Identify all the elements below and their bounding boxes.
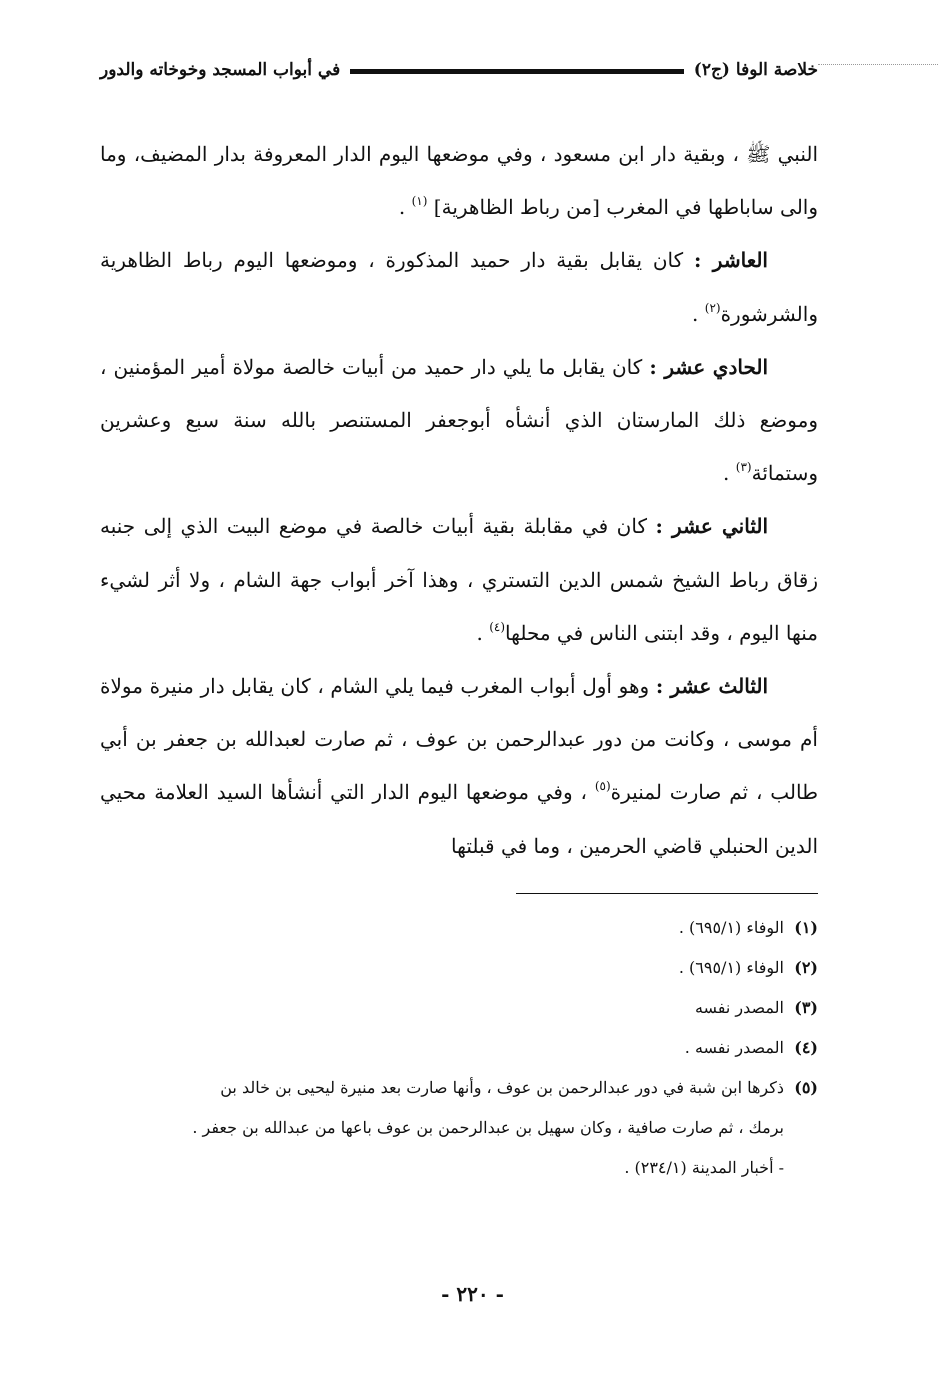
header-dotted-line (818, 64, 938, 65)
paragraph-line: والشرشورة (720, 301, 818, 326)
paragraph-5 (100, 660, 818, 873)
paragraph-line: كان يقابل بقية دار حميد المذكورة ، وموضعها اليوم رباط الظاهرية (100, 248, 694, 273)
footnote-item (100, 908, 818, 948)
header-chapter-title: في أبواب المسجد وخوخاته والدور (100, 60, 341, 80)
footnote-ref-2: (٢) (704, 300, 721, 315)
paragraph-line: وعشرين وستمائة (100, 408, 818, 486)
paragraph-line: لعبدالله بن جعفر بن أبي طالب ، ثم صارت لمنيرة (100, 727, 819, 805)
paragraph-heading-twelfth: الثاني عشر : (655, 514, 769, 539)
footnote-number: (٢) (794, 958, 818, 977)
paragraph-line: وما والى ساباطها في المغرب [من رباط الظاهرية] (100, 142, 818, 220)
paragraph-line: النبي ﷺ ، وبقية دار ابن مسعود ، وفي موضعها اليوم الدار المعروفة بدار المضيف، (133, 142, 819, 166)
footnote-number: (٥) (794, 1078, 818, 1097)
paragraph-4 (100, 500, 818, 660)
footnote-number: (٣) (794, 998, 818, 1017)
paragraph-end: . (723, 461, 736, 486)
footnote-item (100, 1068, 818, 1108)
footnote-separator (516, 893, 818, 894)
footnote-item (100, 948, 818, 988)
paragraph-end: . (476, 620, 490, 645)
footnote-continuation: برمك ، ثم صارت صافية ، وكان سهيل بن عبدالرحمن بن عوف باعها من عبدالله بن جعفر . (192, 1118, 784, 1137)
paragraph-line: المؤمنين ، وموضع ذلك المارستان الذي أنشأه أبوجعفر المستنصر بالله سنة سبع (100, 354, 818, 433)
footnote-item (100, 1028, 818, 1068)
footnote-ref-1: (١) (411, 194, 428, 209)
paragraph-line: جنبه زقاق رباط الشيخ شمس الدين التستري ، وهذا آخر أبواب جهة الشام ، ولا (100, 514, 819, 592)
paragraph-line: منيرة مولاة أم موسى ، وكانت من دور عبدالرحمن بن عوف ، ثم صارت (100, 674, 818, 752)
paragraph-2 (100, 234, 818, 340)
header-rule (350, 69, 684, 74)
footnote-ref-3: (٣) (735, 460, 752, 475)
footnote-text: ذكرها ابن شبة في دور عبدالرحمن بن عوف ، وأنها صارت بعد منيرة ليحيى بن خالد بن (220, 1078, 784, 1097)
paragraph-1 (100, 128, 818, 234)
paragraph-line: ، وفي موضعها اليوم الدار (372, 780, 595, 805)
main-text (100, 128, 818, 873)
paragraph-line: كان في مقابلة بقية أبيات خالصة في موضع البيت الذي إلى (143, 514, 656, 539)
footnote-ref-4: (٤) (489, 619, 506, 634)
running-header (100, 50, 818, 90)
footnote-text: الوفاء (٦٩٥/١) . (678, 958, 784, 977)
footnote-number: (١) (794, 918, 818, 937)
paragraph-end: . (692, 301, 705, 326)
header-book-title: خلاصة الوفا (ج٢) (693, 60, 818, 80)
paragraph-heading-eleventh: الحادي عشر : (649, 354, 769, 379)
paragraph-line: كان يقابل ما يلي دار حميد من أبيات خالصة مولاة أمير (192, 354, 650, 379)
footnotes (100, 908, 818, 1188)
paragraph-line: أثر لشيء منها اليوم ، وقد ابتنى الناس في محلها (100, 567, 818, 645)
paragraph-end: . (398, 195, 412, 220)
paragraph-line: وهو أول أبواب المغرب فيما يلي الشام ، كان يقابل دار (200, 674, 656, 699)
paragraph-line: التي أنشأها السيد العلامة محيي الدين الحنبلي قاضي الحرمين ، وما في قبلتها (100, 780, 818, 858)
footnote-ref-5: (٥) (594, 779, 611, 794)
footnote-continuation: - أخبار المدينة (٢٣٤/١) . (624, 1158, 784, 1177)
page-number: - ٢٢٠ - (441, 1282, 504, 1306)
footnote-item (100, 988, 818, 1028)
paragraph-heading-tenth: العاشر : (693, 248, 768, 273)
footnote-text: المصدر نفسه (694, 998, 784, 1017)
footnote-number: (٤) (794, 1038, 818, 1057)
paragraph-3 (100, 341, 818, 501)
paragraph-heading-thirteenth: الثالث عشر : (655, 674, 768, 699)
footnote-text: المصدر نفسه . (684, 1038, 784, 1057)
footnote-text: الوفاء (٦٩٥/١) . (678, 918, 784, 937)
